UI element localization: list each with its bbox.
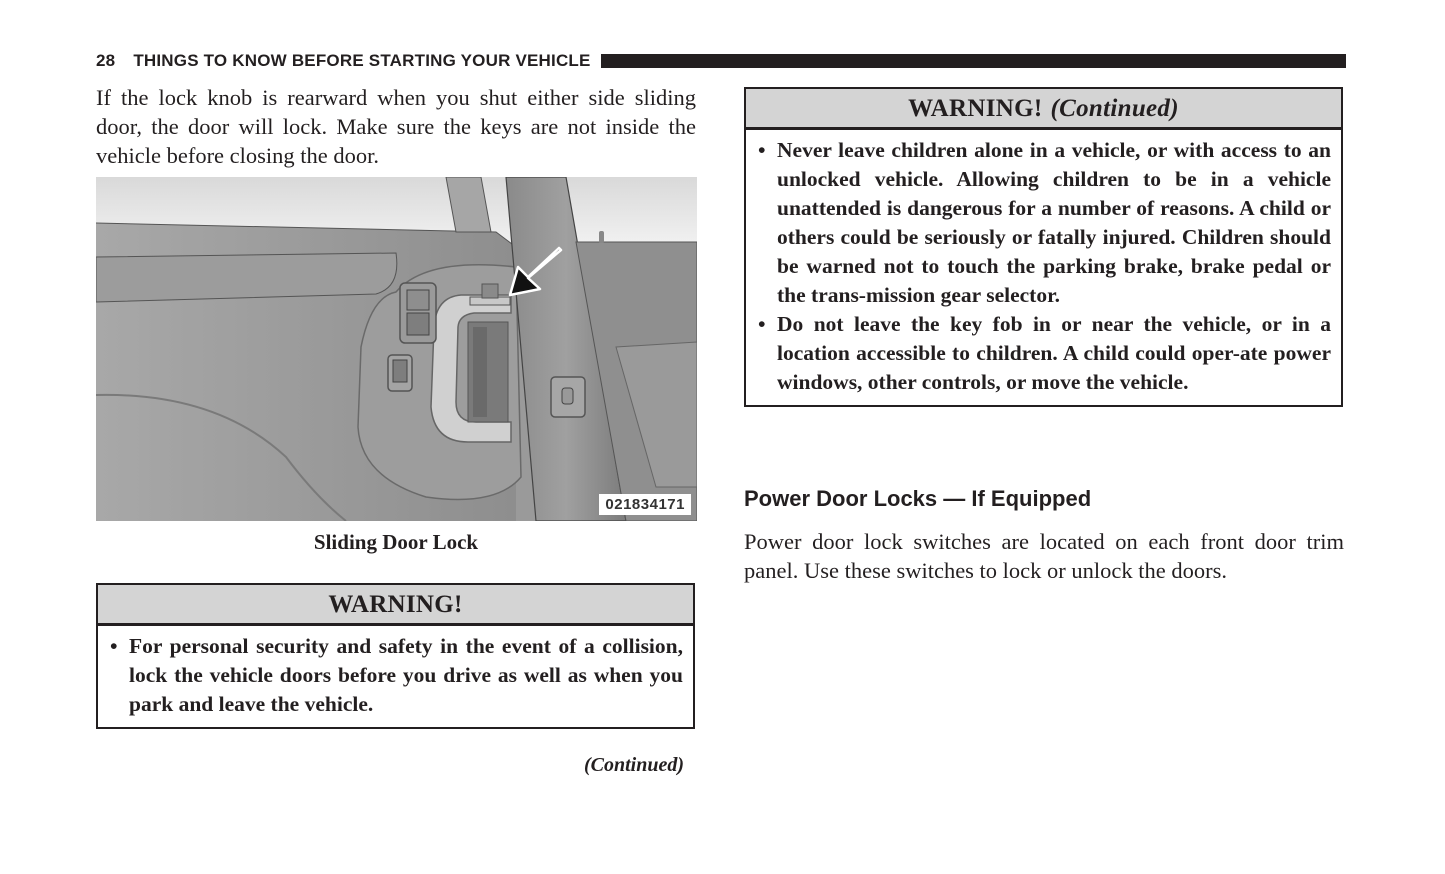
warning-continued-header	[746, 89, 1341, 130]
warning-item-text: Do not leave the key fob in or near the vehicle, or in a location accessible to children. A child could oper-ate power windows, other controls, or move the vehicle.	[777, 312, 1331, 394]
door-illustration	[96, 177, 697, 521]
warning-continued-body	[746, 130, 1341, 405]
chapter-title: THINGS TO KNOW BEFORE STARTING YOUR VEHICLE	[133, 51, 591, 70]
warning-item-text: Never leave children alone in a vehicle, or with access to an unlocked vehicle. Allowing children to be in a vehicle unattended is dangerous for a number of reasons. A child or others could be seriously or fatally injured. Children should be warned not to touch the parking brake, brake pedal or the trans-mission gear selector.	[777, 138, 1331, 307]
bullet-icon: •	[758, 312, 766, 336]
warning-title-suffix: (Continued)	[1050, 95, 1179, 122]
sliding-door-lock-figure	[96, 177, 697, 521]
bullet-icon: •	[110, 634, 118, 658]
warning-title: WARNING!	[908, 95, 1043, 122]
warning-box	[96, 583, 695, 729]
page-number: 28	[96, 51, 116, 70]
figure-code-label: 021834171	[599, 494, 691, 515]
warning-item	[758, 136, 1331, 310]
warning-title: WARNING!	[328, 591, 463, 618]
continued-label: (Continued)	[583, 754, 684, 776]
warning-item	[110, 632, 683, 719]
figure-caption: Sliding Door Lock	[313, 530, 479, 554]
warning-item	[758, 310, 1331, 397]
intro-paragraph: If the lock knob is rearward when you shut either side sliding door, the door will lock. Make sure the keys are not inside the vehicle before closing the door.	[96, 85, 696, 168]
page-header	[96, 50, 1346, 72]
section-paragraph: Power door lock switches are located on each front door trim panel. Use these switches to lock or unlock the doors.	[744, 529, 1344, 583]
warning-item-text: For personal security and safety in the event of a collision, lock the vehicle doors before you drive as well as when you park and leave the vehicle.	[129, 634, 683, 716]
warning-header	[98, 585, 693, 626]
header-rule	[601, 54, 1346, 68]
bullet-icon: •	[758, 138, 766, 162]
section-heading: Power Door Locks — If Equipped	[744, 486, 1092, 511]
warning-continued-box	[744, 87, 1343, 407]
warning-body	[98, 626, 693, 727]
